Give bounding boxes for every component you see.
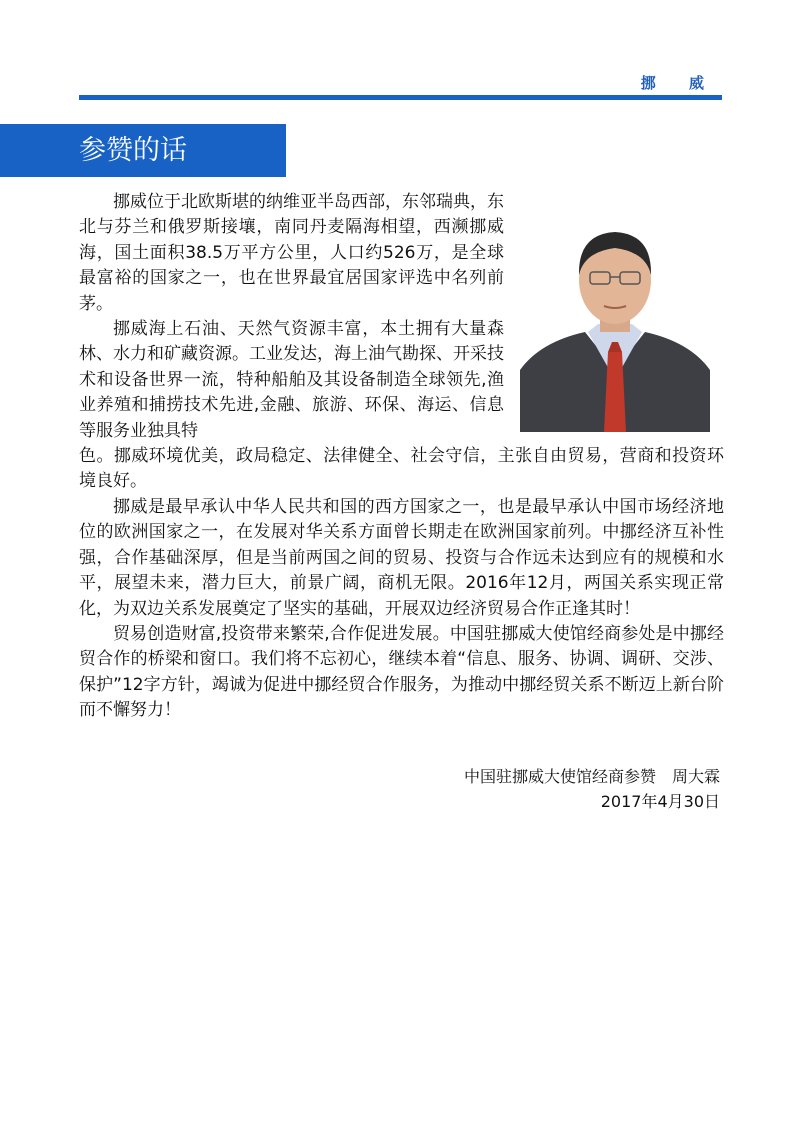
- paragraph-2-part-2: 色。挪威环境优美，政局稳定、法律健全、社会守信，主张自由贸易，营商和投资环境良好。: [79, 446, 724, 492]
- header-section-label: 挪 威: [640, 74, 718, 92]
- paragraph-1: 挪威位于北欧斯堪的纳维亚半岛西部，东邻瑞典，东北与芬兰和俄罗斯接壤，南同丹麦隔海相望，西濒挪威海，国土面积38.5万平方公里，人口约526万，是全球最富裕的国家之一，也在世界最宜居国家评选中名列前茅。: [79, 192, 504, 314]
- section-title: 参赞的话: [79, 135, 187, 166]
- paragraph-4: 贸易创造财富,投资带来繁荣,合作促进发展。中国驻挪威大使馆经商参处是中挪经贸合作的桥梁和窗口。我们将不忘初心，继续本着“信息、服务、协调、调研、交涉、保护”12字方针，竭诚为促进中挪经贸合作服务，为推动中挪经贸关系不断迈上新台阶而不懈努力！: [79, 623, 724, 721]
- paragraph-2-part-1: 挪威海上石油、天然气资源丰富，本土拥有大量森林、水力和矿藏资源。工业发达，海上油气勘探、开采技术和设备世界一流，特种船舶及其设备制造全球领先,渔业养殖和捕捞技术先进,金融、旅游、环保、海运、信息等服务业独具特: [79, 319, 504, 441]
- header-rule: [79, 95, 722, 100]
- paragraph-3: 挪威是最早承认中华人民共和国的西方国家之一，也是最早承认中国市场经济地位的欧洲国家之一，在发展对华关系方面曾长期走在欧洲国家前列。中挪经济互补性强，合作基础深厚，但是当前两国之间的贸易、投资与合作远未达到应有的规模和水平，展望未来，潜力巨大，前景广阔，商机无限。2016年12月，两国关系实现正常化，为双边关系发展奠定了坚实的基础，开展双边经济贸易合作正逢其时！: [79, 496, 724, 619]
- signature-name: 中国驻挪威大使馆经商参赞 周大霖: [463, 767, 720, 786]
- signature-date: 2017年4月30日: [600, 792, 720, 811]
- article-body: [79, 190, 724, 724]
